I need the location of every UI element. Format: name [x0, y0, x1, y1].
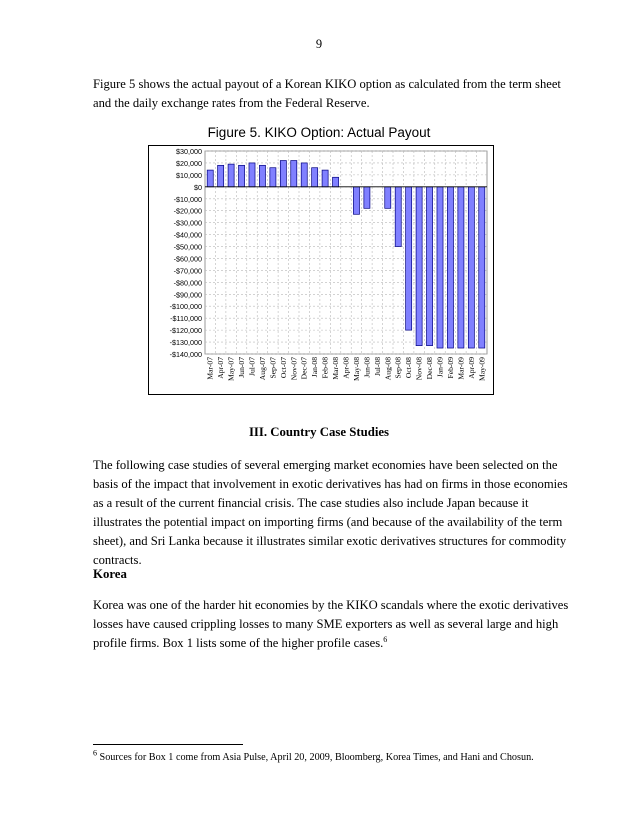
y-tick-label: $0: [194, 182, 202, 192]
x-tick-label: Nov-08: [414, 357, 424, 381]
x-tick-label: Mar-09: [456, 357, 466, 380]
footnote: [93, 748, 534, 763]
bar: [322, 170, 328, 187]
bar: [291, 161, 297, 187]
bar: [458, 187, 464, 348]
x-tick-label: Aug-08: [383, 357, 393, 381]
x-tick-label: Jan-09: [435, 357, 445, 378]
x-tick-label: Aug-07: [257, 357, 267, 381]
x-tick-label: Mar-08: [331, 357, 341, 380]
bar: [239, 165, 245, 186]
x-tick-label: Dec-08: [425, 357, 435, 380]
bar-chart: [149, 146, 493, 394]
bar: [416, 187, 422, 346]
korea-heading: Korea: [93, 567, 127, 581]
y-tick-label: -$100,000: [169, 302, 202, 312]
x-tick-label: Mar-07: [205, 357, 215, 380]
y-tick-label: -$50,000: [173, 242, 202, 252]
case-studies-paragraph: The following case studies of several emerging market economies have been selected on the basis of the impact that involvement in exotic derivatives has had on firms in those economies as a result of the current financial crisis. The case studies also include Japan because it illustrates the potential impact on importing firms (and because of the availability of the term sheet), and Sri Lanka because it illustrates similar exotic derivatives structures for commodity contracts.: [93, 458, 568, 568]
bar: [249, 163, 255, 187]
x-tick-label: Oct-08: [404, 357, 414, 379]
y-tick-label: -$80,000: [173, 278, 202, 288]
bar: [333, 177, 339, 187]
y-tick-label: -$110,000: [170, 314, 202, 324]
bar: [312, 168, 318, 187]
bar: [207, 170, 213, 187]
x-tick-label: Sep-07: [268, 357, 278, 379]
y-tick-label: -$40,000: [173, 230, 202, 240]
bar: [270, 168, 276, 187]
x-tick-label: Jun-08: [362, 357, 372, 378]
bar: [280, 161, 286, 187]
footnote-number: 6: [93, 748, 97, 758]
y-tick-label: -$10,000: [173, 194, 202, 204]
y-tick-label: -$130,000: [169, 338, 202, 348]
y-tick-label: -$20,000: [173, 206, 202, 216]
bar: [218, 165, 224, 186]
bar: [259, 165, 265, 186]
x-tick-label: Feb-09: [445, 357, 455, 379]
bar: [353, 187, 359, 214]
bar: [427, 187, 433, 346]
section-title: III. Country Case Studies: [248, 425, 390, 439]
y-tick-label: -$120,000: [169, 326, 202, 336]
y-tick-label: -$140,000: [169, 350, 202, 359]
korea-paragraph: [93, 596, 573, 653]
y-tick-label: -$60,000: [173, 254, 202, 264]
bar: [395, 187, 401, 247]
bar: [406, 187, 412, 330]
y-tick-label: $10,000: [176, 170, 202, 180]
x-tick-label: Apr-09: [466, 357, 476, 379]
x-tick-label: Dec-07: [299, 357, 309, 380]
x-tick-label: Sep-08: [393, 357, 403, 379]
plot-area: [205, 151, 487, 354]
x-tick-label: Apr-08: [341, 357, 351, 379]
bar: [468, 187, 474, 348]
x-tick-label: Nov-07: [289, 357, 299, 381]
y-tick-label: -$90,000: [173, 290, 202, 300]
x-tick-label: Jul-08: [372, 357, 382, 376]
footnote-text: Sources for Box 1 come from Asia Pulse, April 20, 2009, Bloomberg, Korea Times, and Hani and Chosun.: [97, 752, 534, 763]
y-tick-label: $20,000: [176, 158, 202, 168]
chart-frame: [148, 145, 494, 395]
intro-paragraph: Figure 5 shows the actual payout of a Korean KIKO option as calculated from the term sheet and the daily exchange rates from the Federal Reserve.: [93, 77, 561, 111]
y-tick-label: -$70,000: [173, 266, 202, 276]
footnote-reference: 6: [383, 635, 388, 644]
x-tick-label: Feb-08: [320, 357, 330, 379]
bar: [228, 164, 234, 187]
x-tick-label: Oct-07: [278, 357, 288, 379]
x-tick-label: Jan-08: [310, 357, 320, 378]
y-tick-label: -$30,000: [173, 218, 202, 228]
x-tick-label: May-07: [226, 357, 236, 382]
x-tick-label: Jul-07: [247, 357, 257, 376]
x-tick-label: Apr-07: [216, 357, 226, 379]
bar: [437, 187, 443, 348]
bar: [479, 187, 485, 348]
x-tick-label: May-08: [351, 357, 361, 382]
bar: [385, 187, 391, 208]
x-tick-label: May-09: [477, 357, 487, 382]
y-tick-label: $30,000: [176, 147, 202, 156]
figure-title: Figure 5. KIKO Option: Actual Payout: [207, 125, 431, 140]
footnote-divider: [93, 744, 243, 745]
x-tick-label: Jun-07: [237, 357, 247, 378]
page-number: 9: [315, 37, 323, 51]
bar: [364, 187, 370, 208]
korea-paragraph-text: Korea was one of the harder hit economies by the KIKO scandals where the exotic derivatives losses have caused crippling losses to many SME exporters as well as several large and high profile firms. Box 1 lists some of the higher profile cases.: [93, 598, 569, 651]
bar: [447, 187, 453, 348]
bar: [301, 163, 307, 187]
